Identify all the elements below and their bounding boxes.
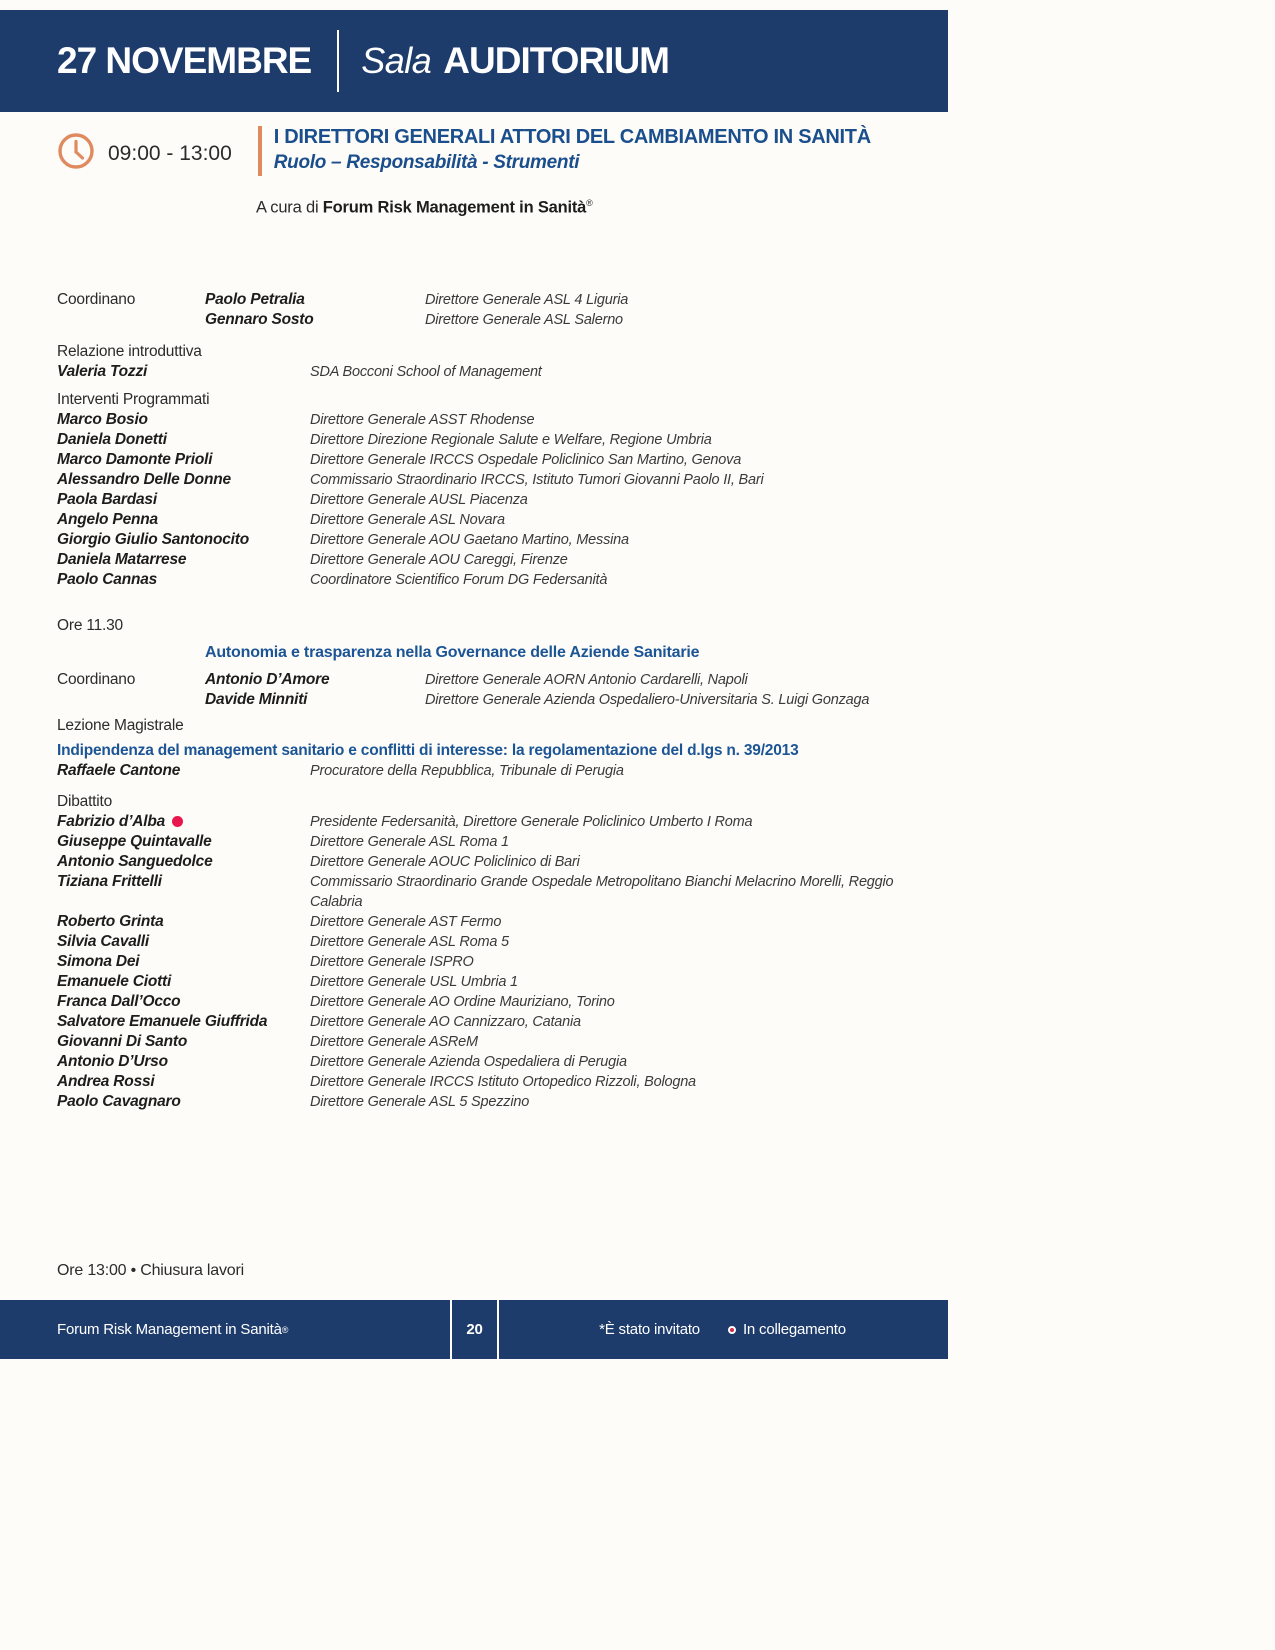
person-role: Direttore Generale ASL Roma 1 [310,834,509,850]
person-name: Franca Dall’Occo [57,993,181,1010]
person-role: Direttore Generale AO Ordine Mauriziano, Torino [310,994,615,1010]
person-name: Alessandro Delle Donne [57,471,231,488]
person-role: Direttore Generale AST Fermo [310,914,502,930]
footer-brand [57,1300,288,1359]
person-name: Simona Dei [57,953,140,970]
banner-date: 27 NOVEMBRE [57,40,312,81]
person-role: SDA Bocconi School of Management [310,364,542,380]
person-name: Giuseppe Quintavalle [57,833,212,850]
person-name: Roberto Grinta [57,913,164,930]
coordinators-label [57,310,205,330]
speaker-row [57,912,917,932]
person-name: Andrea Rossi [57,1073,155,1090]
intro-section [57,342,917,382]
person-role: Direttore Generale AOU Careggi, Firenze [310,552,568,568]
person-name: Paolo Cavagnaro [57,1093,181,1110]
curator-name: Forum Risk Management in Sanità [322,198,587,217]
program-speaker-list [57,410,917,590]
footer-legend [497,1300,948,1359]
speaker-row [57,510,917,530]
person-name: Davide Minniti [205,691,308,708]
person-name: Silvia Cavalli [57,933,149,950]
speaker-row [57,430,917,450]
banner-room-prefix: Sala [361,40,432,81]
person-name: Daniela Donetti [57,431,167,448]
person-name: Raffaele Cantone [57,762,181,779]
lecture-label: Lezione Magistrale [57,717,184,734]
intro-label: Relazione introduttiva [57,343,202,360]
part1-coordinators-label-layer [57,290,917,310]
remote-indicator-dot [172,816,183,827]
footer-brand-text: Forum Risk Management in Sanità [57,1321,282,1338]
banner-room-name: AUDITORIUM [443,40,669,81]
speaker-row [57,470,917,490]
person-role: Procuratore della Repubblica, Tribunale di Perugia [310,763,624,779]
speaker-row [57,872,917,912]
registered-mark: ® [281,1324,289,1335]
person-role: Direttore Generale Azienda Ospedaliera di Perugia [310,1054,627,1070]
person-role: Direttore Generale IRCCS Ospedale Policlinico San Martino, Genova [310,452,742,468]
person-name: Giovanni Di Santo [57,1033,188,1050]
person-role: Direttore Generale ASL Novara [310,512,505,528]
person-name: Tiziana Frittelli [57,873,162,890]
program-section [57,390,917,590]
person-role: Direttore Generale USL Umbria 1 [310,974,518,990]
legend-invited-text: *È stato invitato [599,1321,700,1338]
clock-icon [57,132,95,175]
person-role: Commissario Straordinario Grande Ospedale Metropolitano Bianchi Melacrino Morelli, Reggio Calabria [310,874,894,910]
speaker-row [57,490,917,510]
person-name: Antonio D’Urso [57,1053,168,1070]
speaker-row [57,852,917,872]
session-time: 09:00 - 13:00 [108,141,232,165]
person-role: Direttore Generale Azienda Ospedaliero-Universitaria S. Luigi Gonzaga [425,692,870,708]
person-name: Marco Damonte Prioli [57,451,213,468]
speaker-row [57,972,917,992]
person-role: Direttore Generale ASReM [310,1034,478,1050]
lecture-title: Indipendenza del management sanitario e conflitti di interesse: la regolamentazione del d.lgs n. 39/2013 [57,742,799,759]
legend-remote [728,1321,846,1338]
curator-line [256,198,593,218]
speaker-row [57,932,917,952]
speaker-row [57,1012,917,1032]
person-name: Antonio D’Amore [205,671,330,688]
session-subtitle: Ruolo – Responsabilità - Strumenti [273,152,580,173]
session-header [57,126,871,176]
person-name: Salvatore Emanuele Giuffrida [57,1013,268,1030]
person-name: Gennaro Sosto [205,311,314,328]
speaker-row [57,450,917,470]
person-role: Commissario Straordinario IRCCS, Istituto Tumori Giovanni Paolo II, Bari [310,472,764,488]
speaker-row [57,952,917,972]
part2-title: Autonomia e trasparenza nella Governance delle Aziende Sanitarie [205,644,700,661]
person-name: Emanuele Ciotti [57,973,172,990]
person-name: Paolo Petralia [205,291,305,308]
speaker-row [57,570,917,590]
person-role: Direttore Generale AOU Gaetano Martino, Messina [310,532,629,548]
person-name: Valeria Tozzi [57,363,148,380]
speaker-row [57,530,917,550]
speaker-row [57,812,917,832]
person-role: Direttore Generale ASL 5 Spezzino [310,1094,530,1110]
person-role: Direttore Generale ASL 4 Liguria [425,292,629,308]
person-role: Presidente Federsanità, Direttore Generale Policlinico Umberto I Roma [310,814,753,830]
person-role: Direttore Generale AORN Antonio Cardarelli, Napoli [425,672,748,688]
coordinator-row [57,690,917,710]
session-title: I DIRETTORI GENERALI ATTORI DEL CAMBIAMENTO IN SANITÀ [273,126,871,148]
part2-time: Ore 11.30 [57,617,123,634]
person-name: Angelo Penna [57,511,158,528]
person-name: Paola Bardasi [57,491,157,508]
debate-label: Dibattito [57,793,113,810]
debate-speaker-list [57,812,917,1112]
person-name: Fabrizio d’Alba [57,813,166,830]
person-name: Paolo Cannas [57,571,158,588]
banner-divider [337,30,339,92]
intro-speaker-row [57,362,917,382]
speaker-row [57,1092,917,1112]
person-name: Giorgio Giulio Santonocito [57,531,249,548]
legend-invited [599,1321,700,1338]
lecture-title-wrap [57,741,917,761]
person-role: Direttore Generale AOUC Policlinico di Bari [310,854,580,870]
person-role: Direttore Generale IRCCS Istituto Ortopedico Rizzoli, Bologna [310,1074,696,1090]
curator-prefix: A cura di [256,198,323,217]
person-role: Direttore Generale ISPRO [310,954,474,970]
person-name: Antonio Sanguedolce [57,853,213,870]
speaker-row [57,1032,917,1052]
person-role: Direttore Generale AUSL Piacenza [310,492,528,508]
coordinators-label: Coordinano [57,671,136,688]
person-name: Marco Bosio [57,411,148,428]
speaker-row [57,1072,917,1092]
registered-mark: ® [586,198,593,208]
part2-title-wrap [57,643,917,663]
speaker-row [57,550,917,570]
remote-legend-dot [728,1326,736,1334]
lecture-speaker-row [57,761,917,781]
title-accent-bar [258,126,262,176]
legend-remote-text: In collegamento [742,1321,846,1338]
person-role: Direttore Generale ASST Rhodense [310,412,535,428]
part2-coordinators-label-layer [57,670,917,690]
page-footer [0,1300,948,1359]
date-room-banner [0,10,948,112]
closing-line: Ore 13:00 • Chiusura lavori [57,1262,244,1279]
speaker-row [57,410,917,430]
page-number: 20 [466,1321,483,1338]
program-label: Interventi Programmati [57,391,210,408]
speaker-row [57,1052,917,1072]
coordinators-label: Coordinano [57,291,136,308]
person-name: Daniela Matarrese [57,551,187,568]
person-role: Direttore Generale ASL Roma 5 [310,934,509,950]
person-role: Direttore Generale ASL Salerno [425,312,623,328]
speaker-row [57,992,917,1012]
person-role: Direttore Generale AO Cannizzaro, Catania [310,1014,581,1030]
person-role: Coordinatore Scientifico Forum DG Federsanità [310,572,608,588]
coordinator-row [57,310,917,330]
person-role: Direttore Direzione Regionale Salute e Welfare, Regione Umbria [310,432,712,448]
speaker-row [57,832,917,852]
lecture-speaker-wrap [57,761,917,781]
